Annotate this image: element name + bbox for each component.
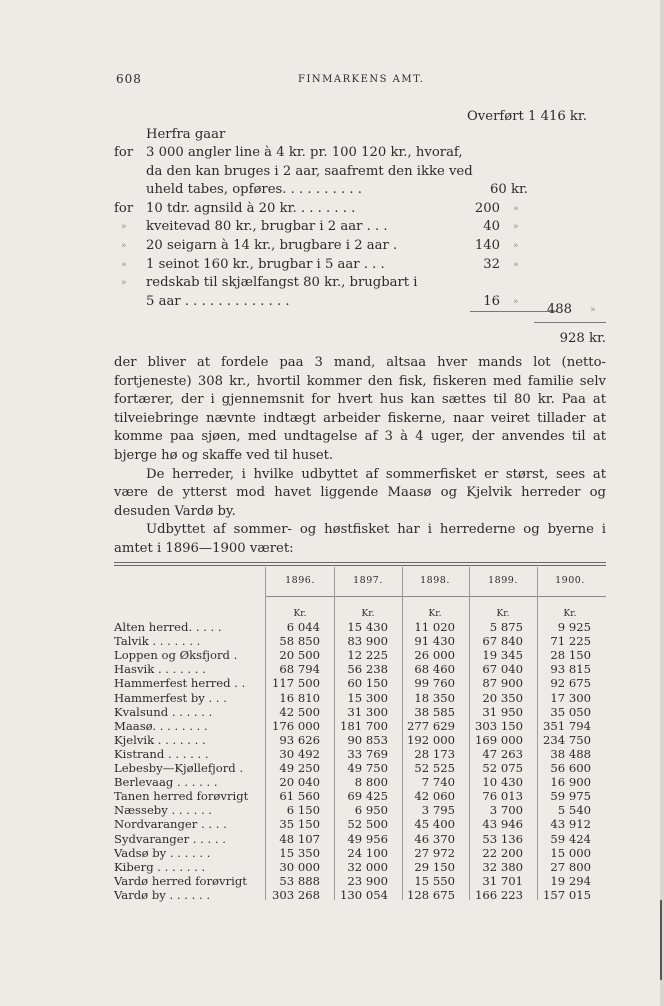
paragraph-lot: der bliver at fordele paa 3 mand, altsaa hver mands lot (netto-fortjeneste) 308 kr., hvortil kommer den fisk, fiskeren med familie selv fortærer, der i gjennemsnit for hvert hus kan sættes til 80 kr. Paa at tilveiebringe nævnte indtægt arbeider fiskerne, naar veiret tillader at komme paa sjøen, med undtagelse af 3 à 4 uger, der anvendes til at bjerge hø og skaffe ved til huset. xyxy=(114,355,606,463)
budget-line-ditto: » xyxy=(513,259,519,270)
table-cell: 15 550 xyxy=(414,873,455,888)
table-row xyxy=(114,719,606,734)
table-cell: 15 430 xyxy=(347,620,388,634)
table-cell: 6 044 xyxy=(286,620,320,634)
year-header-1899: 1899. xyxy=(488,575,518,586)
table-cell: 19 294 xyxy=(550,873,591,888)
table-cell: 90 853 xyxy=(347,732,388,747)
table-cell: 83 900 xyxy=(347,634,388,649)
table-cell: 59 424 xyxy=(550,831,591,846)
budget-line-ditto: » xyxy=(513,222,519,233)
table-cell: 128 675 xyxy=(407,887,455,902)
subtotal-amount: 488 xyxy=(546,302,572,317)
budget-line-text: redskab til skjælfangst 80 kr., brugbart i xyxy=(146,275,418,291)
place-name: Vardø herred forøvrigt xyxy=(114,873,247,888)
table-cell: 9 925 xyxy=(557,620,591,634)
budget-line-amount: 200 xyxy=(474,200,500,216)
table-row xyxy=(114,662,606,677)
budget-line-prefix: » xyxy=(121,259,127,270)
place-name: Tanen herred forøvrigt xyxy=(114,789,249,804)
budget-line-amount: 40 xyxy=(483,219,500,235)
table-cell: 130 054 xyxy=(340,887,388,902)
table-cell: 43 946 xyxy=(482,817,523,832)
table-cell: 176 000 xyxy=(272,718,320,733)
table-cell: 46 370 xyxy=(414,831,455,846)
table-cell: 38 488 xyxy=(550,746,591,761)
table-cell: 32 000 xyxy=(347,859,388,874)
table-cell: 45 400 xyxy=(414,817,455,832)
table-cell: 234 750 xyxy=(543,732,591,747)
table-cell: 93 626 xyxy=(279,732,320,747)
table-cell: 42 060 xyxy=(414,789,455,804)
page-edge xyxy=(660,0,664,1006)
table-cell: 35 150 xyxy=(279,817,320,832)
budget-line-text: uheld tabes, opføres. . . . . . . . . . xyxy=(146,182,362,198)
place-name: Hasvik . . . . . . . xyxy=(114,662,206,677)
table-cell: 19 345 xyxy=(482,648,523,663)
table-cell: 16 810 xyxy=(279,690,320,705)
table-row xyxy=(114,846,606,861)
table-cell: 277 629 xyxy=(407,718,455,733)
place-name: Kjelvik . . . . . . . xyxy=(114,732,206,747)
table-cell: 76 013 xyxy=(482,789,523,804)
table-cell: 68 794 xyxy=(279,662,320,677)
budget-line-text: 5 aar . . . . . . . . . . . . . xyxy=(146,293,290,309)
place-name: Lebesby—Kjøllefjord . xyxy=(114,761,244,775)
table-cell: 67 840 xyxy=(482,634,523,649)
table-cell: 53 888 xyxy=(279,873,320,888)
table-row xyxy=(114,860,606,875)
place-name: Hammerfest herred . . xyxy=(114,676,246,691)
table-cell: 31 300 xyxy=(347,704,388,719)
budget-line-text: da den kan bruges i 2 aar, saafremt den ikke ved xyxy=(146,163,473,179)
table-cell: 166 223 xyxy=(475,887,523,902)
table-cell: 24 100 xyxy=(347,845,388,860)
table-cell: 16 900 xyxy=(550,775,591,790)
table-cell: 6 950 xyxy=(354,803,388,818)
place-name: Sydvaranger . . . . . xyxy=(114,831,226,846)
budget-line-text: kveitevad 80 kr., brugbar i 2 aar . . . xyxy=(146,219,388,235)
table-cell: 87 900 xyxy=(482,676,523,691)
table-cell: 48 107 xyxy=(279,831,320,846)
table-row xyxy=(114,761,606,776)
table-cell: 26 000 xyxy=(414,648,455,663)
table-cell: 56 238 xyxy=(347,662,388,677)
table-cell: 5 875 xyxy=(489,620,523,634)
table-row xyxy=(114,733,606,748)
place-name: Loppen og Øksfjord . xyxy=(114,648,238,663)
budget-line-text: 20 seigarn à 14 kr., brugbare i 2 aar . xyxy=(146,238,398,253)
table-cell: 71 225 xyxy=(550,634,591,649)
year-header-1896: 1896. xyxy=(285,575,315,586)
table-cell: 61 560 xyxy=(279,789,320,804)
table-cell: 31 701 xyxy=(482,873,523,888)
table-cell: 192 000 xyxy=(407,732,455,747)
table-cell: 30 000 xyxy=(279,859,320,874)
budget-line-ditto: » xyxy=(513,296,519,307)
table-cell: 35 050 xyxy=(550,704,591,719)
budget-intro: Herfra gaar xyxy=(146,127,226,142)
year-header-1897: 1897. xyxy=(353,575,383,586)
table-cell: 17 300 xyxy=(550,690,591,705)
budget-line-text: 10 tdr. agnsild à 20 kr. . . . . . . . xyxy=(146,200,356,216)
table-row xyxy=(114,874,606,889)
table-cell: 27 800 xyxy=(550,859,591,874)
table-cell: 49 750 xyxy=(347,761,388,775)
table-cell: 351 794 xyxy=(543,718,591,733)
table-cell: 22 200 xyxy=(482,845,523,860)
budget-line-prefix: » xyxy=(121,241,127,251)
place-name: Næsseby . . . . . . xyxy=(114,803,212,818)
table-cell: 11 020 xyxy=(414,620,455,634)
table-cell: 20 040 xyxy=(279,775,320,790)
budget-line-amount: 60 kr. xyxy=(489,182,528,198)
place-name: Talvik . . . . . . . xyxy=(114,634,201,649)
table-cell: 43 912 xyxy=(550,817,591,832)
unit-label: Kr. xyxy=(361,609,375,619)
place-name: Maasø. . . . . . . . xyxy=(114,718,208,733)
table-cell: 52 525 xyxy=(414,761,455,775)
table-cell: 18 350 xyxy=(414,690,455,705)
running-title: FINMARKENS AMT. xyxy=(298,74,425,85)
unit-label: Kr. xyxy=(293,609,307,619)
budget-line-prefix: » xyxy=(121,222,127,233)
paragraph-udbyttet: Udbyttet af sommer- og høstfisket har i herrederne og byerne i amtet i 1896—1900 været: xyxy=(114,522,606,556)
table-cell: 92 675 xyxy=(550,676,591,691)
table-cell: 303 150 xyxy=(475,718,523,733)
place-name: Kvalsund . . . . . . xyxy=(114,704,213,719)
subtotal-ditto: » xyxy=(590,305,596,315)
budget-line-amount: 140 xyxy=(474,238,500,253)
table-cell: 93 815 xyxy=(550,662,591,677)
table-row xyxy=(114,832,606,847)
body-text xyxy=(114,354,606,559)
paragraph-herreder: De herreder, i hvilke udbyttet af sommerfisket er størst, sees at være de ytterst mod havet liggende Maasø og Kjelvik herreder og desuden Vardø by. xyxy=(114,466,606,519)
table-cell: 28 150 xyxy=(550,648,591,663)
place-name: Kiberg . . . . . . . xyxy=(114,859,206,874)
table-cell: 15 000 xyxy=(550,845,591,860)
budget-line-text: 3 000 angler line à 4 kr. pr. 100 120 kr., hvoraf, xyxy=(146,145,463,160)
table-row xyxy=(114,648,606,663)
place-name: Kistrand . . . . . . xyxy=(114,746,209,761)
table-cell: 30 492 xyxy=(279,746,320,761)
table-row xyxy=(114,803,606,818)
table-cell: 7 740 xyxy=(421,775,455,790)
table-top-rule xyxy=(114,562,606,563)
page-number: 608 xyxy=(116,72,142,86)
table-cell: 52 075 xyxy=(482,761,523,775)
budget-line-prefix: » xyxy=(121,278,127,289)
table-cell: 69 425 xyxy=(347,789,388,804)
table-header-rule xyxy=(265,596,606,597)
table-cell: 33 769 xyxy=(347,746,388,761)
table-cell: 3 795 xyxy=(421,803,455,818)
budget-line-ditto: » xyxy=(513,241,519,251)
table-row xyxy=(114,705,606,720)
table-cell: 29 150 xyxy=(414,859,455,874)
place-name: Nordvaranger . . . . xyxy=(114,817,227,832)
table-row xyxy=(114,676,606,691)
budget-line-amount: 32 xyxy=(483,256,500,272)
table-row xyxy=(114,888,606,903)
table-cell: 28 173 xyxy=(414,746,455,761)
table-cell: 49 250 xyxy=(279,761,320,775)
table-cell: 49 956 xyxy=(347,831,388,846)
place-name: Alten herred. . . . . xyxy=(114,620,222,634)
table-cell: 58 850 xyxy=(279,634,320,649)
table-top-rule-2 xyxy=(114,565,606,566)
budget-line-text: 1 seinot 160 kr., brugbar i 5 aar . . . xyxy=(146,256,385,272)
table-cell: 8 800 xyxy=(354,775,388,790)
table-cell: 67 040 xyxy=(482,662,523,677)
table-row xyxy=(114,817,606,832)
table-cell: 20 500 xyxy=(279,648,320,663)
budget-line-ditto: » xyxy=(513,203,519,214)
table-cell: 31 950 xyxy=(482,704,523,719)
table-cell: 42 500 xyxy=(279,704,320,719)
table-cell: 38 585 xyxy=(414,704,455,719)
table-cell: 99 760 xyxy=(414,676,455,691)
table-cell: 5 540 xyxy=(557,803,591,818)
budget-line-prefix: for xyxy=(114,145,134,160)
table-cell: 68 460 xyxy=(414,662,455,677)
carried-over: Overført 1 416 kr. xyxy=(467,109,587,124)
table-row xyxy=(114,747,606,762)
page-edge-shadow xyxy=(660,900,662,980)
unit-label: Kr. xyxy=(563,609,577,619)
table-cell: 117 500 xyxy=(272,676,320,691)
table-cell: 12 225 xyxy=(347,648,388,663)
total-rule xyxy=(534,322,606,323)
table-cell: 303 268 xyxy=(272,887,320,902)
table-cell: 181 700 xyxy=(340,718,388,733)
table-cell: 3 700 xyxy=(489,803,523,818)
table-cell: 169 000 xyxy=(475,732,523,747)
unit-label: Kr. xyxy=(496,609,510,619)
unit-label: Kr. xyxy=(428,609,442,619)
table-row xyxy=(114,620,606,635)
table-cell: 15 350 xyxy=(279,845,320,860)
table-cell: 60 150 xyxy=(347,676,388,691)
table-cell: 15 300 xyxy=(347,690,388,705)
table-cell: 53 136 xyxy=(482,831,523,846)
table-cell: 91 430 xyxy=(414,634,455,649)
table-row xyxy=(114,775,606,790)
table-cell: 23 900 xyxy=(347,873,388,888)
table-cell: 27 972 xyxy=(414,845,455,860)
table-cell: 47 263 xyxy=(482,746,523,761)
table-cell: 59 975 xyxy=(550,789,591,804)
place-name: Vadsø by . . . . . . xyxy=(114,845,211,860)
place-name: Hammerfest by . . . xyxy=(114,690,227,705)
year-header-1898: 1898. xyxy=(420,575,450,586)
place-name: Berlevaag . . . . . . xyxy=(114,775,218,790)
table-cell: 10 430 xyxy=(482,775,523,790)
table-cell: 32 380 xyxy=(482,859,523,874)
table-row xyxy=(114,691,606,706)
table-cell: 6 150 xyxy=(286,803,320,818)
budget-line-prefix: for xyxy=(114,200,134,216)
table-row xyxy=(114,789,606,804)
table-cell: 157 015 xyxy=(543,887,591,902)
year-header-1900: 1900. xyxy=(555,575,585,586)
table-cell: 20 350 xyxy=(482,690,523,705)
total-amount: 928 kr. xyxy=(559,331,606,346)
table-cell: 56 600 xyxy=(550,761,591,775)
budget-line-amount: 16 xyxy=(483,293,500,309)
table-cell: 52 500 xyxy=(347,817,388,832)
place-name: Vardø by . . . . . . xyxy=(114,887,211,902)
table-row xyxy=(114,634,606,649)
